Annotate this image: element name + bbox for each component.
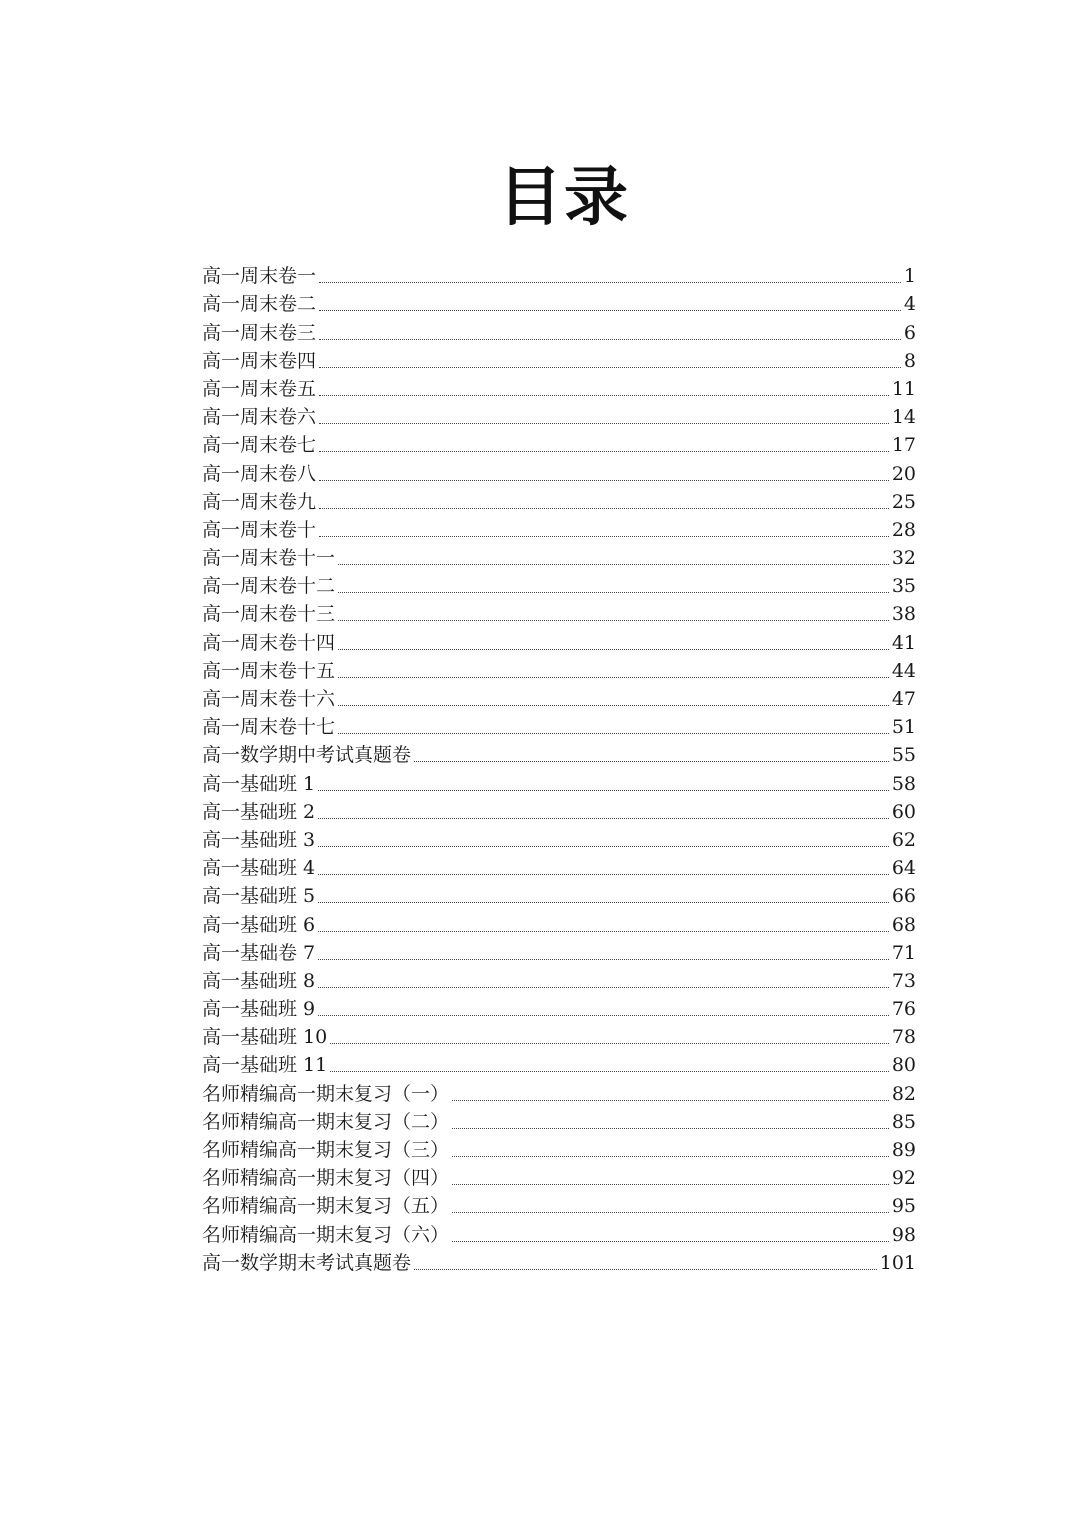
toc-entry-page-number: 62 <box>891 828 916 851</box>
toc-entry-label: 名师精编高一期末复习（三） <box>202 1139 450 1161</box>
toc-entry-label: 名师精编高一期末复习（二） <box>202 1110 450 1133</box>
toc-entry-page-number: 32 <box>891 547 916 570</box>
toc-entry[interactable] <box>202 741 916 769</box>
toc-dot-leader <box>318 789 889 791</box>
toc-dot-leader <box>319 366 901 368</box>
toc-entry-page-number: 68 <box>891 913 916 936</box>
toc-dot-leader <box>414 1268 877 1270</box>
toc-entry[interactable] <box>202 1164 916 1192</box>
toc-dot-leader <box>318 901 889 903</box>
toc-entry[interactable] <box>202 600 916 628</box>
toc-entry-label: 高一基础班 2 <box>202 800 316 823</box>
toc-dot-leader <box>338 676 889 678</box>
toc-entry[interactable] <box>202 262 916 290</box>
toc-entry-page-number: 14 <box>891 406 916 429</box>
toc-entry[interactable] <box>202 826 916 854</box>
toc-dot-leader <box>318 1014 889 1016</box>
toc-dot-leader <box>319 309 901 311</box>
toc-entry[interactable] <box>202 544 916 572</box>
toc-entry-page-number: 71 <box>891 941 916 964</box>
toc-entry[interactable] <box>202 1136 916 1164</box>
toc-entry-page-number: 11 <box>891 377 916 400</box>
toc-entry-page-number: 47 <box>891 688 916 710</box>
toc-entry[interactable] <box>202 403 916 431</box>
toc-entry-label: 名师精编高一期末复习（四） <box>202 1167 450 1190</box>
toc-entry[interactable] <box>202 995 916 1023</box>
toc-entry-label: 高一周末卷六 <box>202 406 317 429</box>
toc-dot-leader <box>452 1211 889 1213</box>
toc-dot-leader <box>338 591 889 593</box>
toc-entry-page-number: 38 <box>891 603 916 626</box>
toc-entry-label: 名师精编高一期末复习（六） <box>202 1223 450 1246</box>
toc-entry[interactable] <box>202 516 916 544</box>
toc-entry-page-number: 8 <box>903 349 916 372</box>
toc-entry-page-number: 51 <box>891 716 916 739</box>
toc-dot-leader <box>452 1155 889 1157</box>
toc-entry-label: 高一基础班 1 <box>202 772 316 795</box>
toc-dot-leader <box>338 732 889 734</box>
toc-entry-page-number: 60 <box>891 800 916 823</box>
toc-entry-page-number: 41 <box>891 631 916 654</box>
toc-entry[interactable] <box>202 713 916 741</box>
toc-entry-page-number: 25 <box>891 490 916 513</box>
toc-dot-leader <box>319 479 889 481</box>
toc-entry-page-number: 98 <box>891 1223 916 1246</box>
toc-entry-label: 高一基础班 11 <box>202 1054 328 1077</box>
toc-entry-label: 名师精编高一期末复习（一） <box>202 1082 450 1105</box>
toc-entry-label: 高一周末卷七 <box>202 434 317 457</box>
toc-entry-page-number: 101 <box>879 1251 916 1274</box>
toc-dot-leader <box>452 1099 889 1101</box>
toc-entry-label: 高一周末卷九 <box>202 490 317 513</box>
toc-entry[interactable] <box>202 431 916 459</box>
toc-entry[interactable] <box>202 769 916 797</box>
toc-entry-label: 高一基础班 8 <box>202 969 316 992</box>
toc-entry-label: 高一基础班 10 <box>202 1026 328 1049</box>
toc-entry-page-number: 44 <box>891 659 916 682</box>
toc-entry-page-number: 58 <box>891 772 916 795</box>
toc-entry-label: 高一周末卷四 <box>202 349 317 372</box>
toc-entry-page-number: 4 <box>903 293 916 316</box>
toc-entry-label: 高一基础卷 7 <box>202 941 316 964</box>
toc-entry-page-number: 92 <box>891 1167 916 1190</box>
toc-entry[interactable] <box>202 290 916 318</box>
toc-entry-page-number: 6 <box>903 321 916 344</box>
toc-entry[interactable] <box>202 572 916 600</box>
toc-entry-label: 高一周末卷十五 <box>202 659 336 682</box>
toc-entry[interactable] <box>202 882 916 910</box>
toc-entry[interactable] <box>202 488 916 516</box>
toc-entry[interactable] <box>202 1192 916 1220</box>
toc-entry[interactable] <box>202 657 916 685</box>
toc-entry-label: 高一周末卷十二 <box>202 575 336 598</box>
toc-dot-leader <box>318 817 889 819</box>
toc-entry[interactable] <box>202 798 916 826</box>
toc-entry-page-number: 55 <box>891 744 916 767</box>
toc-dot-leader <box>338 563 889 565</box>
toc-entry[interactable] <box>202 1249 916 1277</box>
toc-entry-label: 高一周末卷三 <box>202 321 317 344</box>
toc-entry[interactable] <box>202 375 916 403</box>
toc-dot-leader <box>319 507 889 509</box>
toc-entry-label: 高一周末卷八 <box>202 462 317 485</box>
toc-entry-label: 高一周末卷二 <box>202 293 317 316</box>
toc-dot-leader <box>452 1183 889 1185</box>
toc-dot-leader <box>318 873 889 875</box>
toc-entry-label: 高一周末卷五 <box>202 377 317 400</box>
page-title: 目录 <box>498 161 630 235</box>
toc-dot-leader <box>318 930 889 932</box>
toc-entry[interactable] <box>202 1051 916 1079</box>
toc-entry[interactable] <box>202 685 916 713</box>
toc-entry[interactable] <box>202 628 916 656</box>
toc-entry-page-number: 89 <box>891 1139 916 1161</box>
toc-dot-leader <box>319 394 889 396</box>
toc-dot-leader <box>338 648 889 650</box>
toc-dot-leader <box>319 535 889 537</box>
toc-entry-label: 高一周末卷十四 <box>202 631 336 654</box>
toc-entry-label: 高一周末卷十一 <box>202 547 336 570</box>
toc-dot-leader <box>414 760 889 762</box>
toc-entry-label: 高一基础班 4 <box>202 857 316 880</box>
toc-entry-label: 名师精编高一期末复习（五） <box>202 1195 450 1218</box>
toc-dot-leader <box>319 281 901 283</box>
toc-entry-label: 高一基础班 9 <box>202 998 316 1021</box>
toc-entry-label: 高一数学期中考试真题卷 <box>202 744 412 767</box>
toc-entry[interactable] <box>202 459 916 487</box>
toc-entry[interactable] <box>202 318 916 346</box>
toc-entry-label: 高一基础班 6 <box>202 913 316 936</box>
toc-entry[interactable] <box>202 939 916 967</box>
toc-entry-label: 高一周末卷一 <box>202 265 317 288</box>
toc-dot-leader <box>319 450 889 452</box>
toc-entry-label: 高一基础班 3 <box>202 828 316 851</box>
toc-entry[interactable] <box>202 910 916 938</box>
toc-entry[interactable] <box>202 854 916 882</box>
toc-dot-leader <box>338 704 889 706</box>
toc-entry-page-number: 85 <box>891 1110 916 1133</box>
toc-entry-label: 高一周末卷十三 <box>202 603 336 626</box>
toc-entry[interactable] <box>202 1220 916 1248</box>
toc-dot-leader <box>318 958 889 960</box>
toc-entry-page-number: 95 <box>891 1195 916 1218</box>
toc-entry[interactable] <box>202 1108 916 1136</box>
toc-entry[interactable] <box>202 347 916 375</box>
table-of-contents <box>202 262 916 1277</box>
toc-entry-page-number: 17 <box>891 434 916 457</box>
toc-entry-page-number: 35 <box>891 575 916 598</box>
toc-entry-label: 高一周末卷十七 <box>202 716 336 739</box>
toc-entry-page-number: 76 <box>891 998 916 1021</box>
toc-dot-leader <box>330 1070 889 1072</box>
toc-entry-page-number: 64 <box>891 857 916 880</box>
toc-entry[interactable] <box>202 967 916 995</box>
toc-entry-label: 高一周末卷十六 <box>202 688 336 710</box>
toc-entry-page-number: 20 <box>891 462 916 485</box>
toc-dot-leader <box>318 986 889 988</box>
toc-entry-label: 高一周末卷十 <box>202 518 317 541</box>
toc-dot-leader <box>452 1240 889 1242</box>
toc-entry-page-number: 80 <box>891 1054 916 1077</box>
toc-dot-leader <box>338 619 889 621</box>
toc-dot-leader <box>319 422 889 424</box>
toc-entry-label: 高一基础班 5 <box>202 885 316 908</box>
toc-dot-leader <box>319 338 901 340</box>
toc-dot-leader <box>452 1127 889 1129</box>
toc-entry[interactable] <box>202 1079 916 1107</box>
toc-entry-page-number: 1 <box>903 265 916 288</box>
toc-entry-page-number: 66 <box>891 885 916 908</box>
toc-dot-leader <box>318 845 889 847</box>
toc-entry-page-number: 78 <box>891 1026 916 1049</box>
toc-entry[interactable] <box>202 1023 916 1051</box>
toc-entry-page-number: 73 <box>891 969 916 992</box>
toc-entry-page-number: 28 <box>891 518 916 541</box>
toc-entry-page-number: 82 <box>891 1082 916 1105</box>
toc-dot-leader <box>330 1042 889 1044</box>
toc-entry-label: 高一数学期末考试真题卷 <box>202 1251 412 1274</box>
